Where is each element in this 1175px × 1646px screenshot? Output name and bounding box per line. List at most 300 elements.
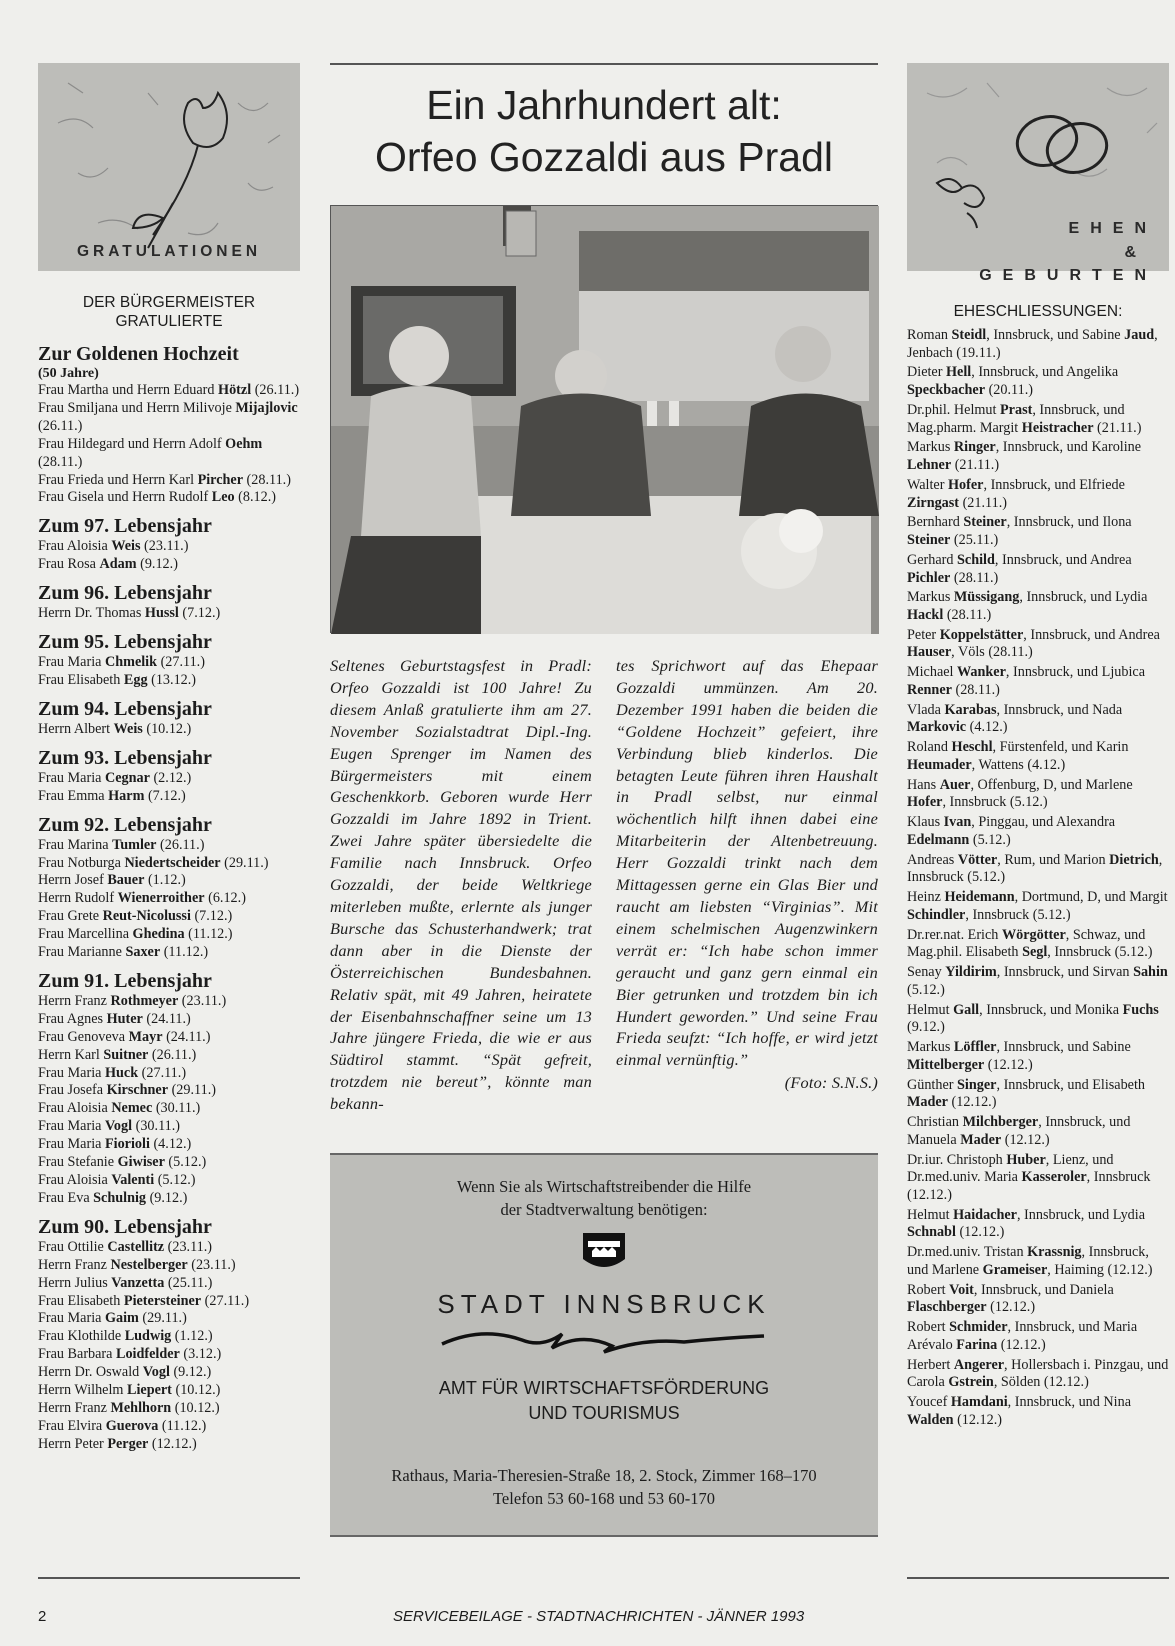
article-column-1: Seltenes Geburtstagsfest in Pradl: Orfeo Gozzaldi ist 100 Jahre! Zu diesem Anlaß gratulierte ihm am 27. November Sozialstadtrat Dipl.-Ing. Eugen Sprenger im Namen des Bürgermeisters mit einem Geschenkkorb. Geboren wurde Herr Gozzaldi im Jahre 1892 in Trient. Zwei Jahre später übersiedelte die Familie nach Innsbruck. Orfeo Gozzaldi, der beide Weltkriege miterleben mußte, erlernte als junger Bursche das Schusterhandwerk; trat dann aber in die Dienste der Österreichischen Bundesbahnen. Relativ spät, mit 49 Jahren, heiratete der Eisenbahnschaffner seine um 13 Jahre jüngere Frieda, die wie er aus Südtirol stammt. “Spät gefreit, trotzdem nie bereut”, könnte man bekann- [330, 656, 592, 1114]
entry-surname: Vogl [104, 1118, 133, 1135]
marriage-text: (21.11.) [959, 494, 1007, 511]
congratulation-entry [38, 1154, 300, 1172]
marriage-surname: Ivan [943, 814, 972, 831]
marriage-text: (4.12.) [966, 719, 1008, 736]
entry-date: (23.11.) [178, 992, 227, 1009]
entry-date: (12.12.) [148, 1435, 197, 1452]
marriage-entry [907, 1152, 1169, 1205]
entry-first-names: Frau Maria [38, 1118, 105, 1135]
entry-surname: Ludwig [124, 1328, 172, 1345]
marriage-surname: Hamdani [950, 1394, 1008, 1411]
entry-surname: Oehm [225, 435, 263, 452]
marriage-text: Walter [907, 476, 949, 493]
marriage-entry [907, 1114, 1169, 1149]
entry-surname: Mehlhorn [110, 1399, 172, 1416]
marriage-text: , Innsbruck, und Sabine [986, 327, 1125, 343]
entry-date: (30.11.) [152, 1100, 201, 1117]
entry-surname: Valenti [111, 1172, 155, 1188]
marriage-text: , Innsbruck (12.12.) [907, 1169, 1151, 1203]
entry-surname: Nestelberger [110, 1256, 188, 1273]
section-title: Zum 95. Lebensjahr [38, 631, 212, 654]
photo-illustration [331, 206, 879, 634]
congratulation-entry [38, 1346, 300, 1364]
congratulation-entry [38, 770, 300, 788]
marriage-text: , Hollersbach i. Pinzgau, und Carola [907, 1356, 1169, 1391]
marriage-surname: Schild [957, 551, 995, 568]
marriage-text: Hans [907, 776, 940, 793]
entry-first-names: Frau Marina [38, 836, 113, 853]
banner-ehen: EHEN [1068, 220, 1157, 237]
congratulation-entry [38, 837, 300, 855]
marriage-text: (12.12.) [953, 1411, 1002, 1428]
entry-first-names: Frau Aloisia [38, 1172, 112, 1188]
marriage-surname: Lehner [907, 457, 952, 474]
marriage-text: , Innsbruck, und Andrea [1023, 626, 1160, 643]
marriage-text: (20.11.) [985, 382, 1033, 399]
mayor-subhead: DER BÜRGERMEISTER GRATULIERTE [82, 294, 256, 330]
entry-date: (9.12.) [169, 1364, 212, 1381]
entry-date: (7.12.) [190, 908, 233, 925]
marriage-entry [907, 927, 1169, 962]
section-title: Zur Goldenen Hochzeit [38, 343, 239, 365]
marriage-surname: Heumader [907, 756, 972, 773]
entry-date: (27.11.) [201, 1292, 250, 1309]
marriage-surname: Jaud [1124, 327, 1155, 343]
marriage-surname: Fuchs [1122, 1001, 1159, 1018]
marriage-text: (28.11.) [951, 681, 1000, 698]
marriage-text: Heinz [907, 889, 945, 906]
entry-surname: Cegnar [104, 769, 150, 786]
entry-date: (27.11.) [157, 654, 205, 671]
ad-office-line-2: UND TOURISMUS [528, 1403, 680, 1424]
entry-first-names: Frau Josefa [38, 1082, 107, 1099]
marriage-text: Youcef [907, 1394, 951, 1411]
entry-first-names: Frau Agnes [38, 1010, 107, 1027]
marriage-text: Vlada [907, 701, 945, 718]
entry-first-names: Frau Elisabeth [38, 671, 124, 688]
marriage-text: , Innsbruck, und Nada [996, 701, 1123, 718]
congratulation-entry [38, 1257, 300, 1275]
marriage-surname: Grameiser [982, 1261, 1048, 1278]
section-title: Zum 90. Lebensjahr [38, 1215, 212, 1238]
marriage-text: , Innsbruck (5.12.) [965, 906, 1071, 923]
entry-date: (28.11.) [243, 471, 291, 488]
entry-surname: Chmelik [104, 654, 158, 671]
marriage-text: Helmut [907, 1001, 954, 1018]
congratulation-entry [38, 1082, 300, 1100]
ad-address [330, 1464, 878, 1510]
congratulation-entry [38, 1418, 300, 1436]
congratulation-entry [38, 993, 300, 1011]
congratulation-entry [38, 908, 300, 926]
entry-date: (4.12.) [149, 1136, 192, 1153]
ad-intro [330, 1155, 878, 1221]
ad-office-line-1: AMT FÜR WIRTSCHAFTSFÖRDERUNG [438, 1378, 770, 1399]
congratulation-entry [38, 926, 300, 944]
river-logo-icon [330, 1320, 878, 1350]
right-column [907, 63, 1169, 1432]
marriage-entry [907, 889, 1169, 924]
entry-surname: Mayr [128, 1028, 163, 1045]
marriage-text: Robert [907, 1281, 950, 1298]
entry-first-names: Herrn Dr. Oswald [38, 1364, 143, 1381]
entry-date: (10.12.) [171, 1382, 221, 1399]
entry-date: (9.12.) [136, 556, 178, 573]
marriage-surname: Karabas [944, 701, 997, 718]
marriage-surname: Steidl [951, 327, 987, 343]
marriage-surname: Mader [907, 1094, 948, 1111]
ad-intro-line-2: der Stadtverwaltung benötigen: [500, 1200, 708, 1220]
marriage-text: Günther [907, 1076, 958, 1093]
entry-first-names: Frau Maria [38, 769, 105, 786]
congratulation-entry [38, 538, 300, 556]
entry-first-names: Herrn Karl [38, 1046, 104, 1063]
marriage-text: , Innsbruck, und Andrea [994, 551, 1132, 568]
entry-surname: Adam [99, 556, 137, 573]
marriage-surname: Heschl [951, 739, 993, 756]
gratulationen-title: GRATULATIONEN [76, 243, 262, 260]
entry-surname: Fiorioli [104, 1136, 150, 1153]
marriage-text: Herbert [907, 1356, 954, 1373]
marriage-surname: Gall [953, 1001, 980, 1018]
marriage-surname: Hauser [907, 644, 952, 661]
section-title: Zum 96. Lebensjahr [38, 582, 212, 605]
entry-date: (10.12.) [142, 720, 192, 737]
marriage-text: (12.12.) [986, 1299, 1036, 1316]
marriage-text: Peter [907, 626, 940, 643]
marriage-surname: Vötter [957, 851, 998, 868]
entry-date: (24.11.) [162, 1028, 211, 1045]
entry-first-names: Herrn Julius [38, 1274, 112, 1291]
entry-first-names: Frau Genoveva [38, 1028, 129, 1045]
congratulation-entry [38, 1275, 300, 1293]
entry-surname: Liepert [127, 1382, 172, 1399]
congratulation-entry [38, 1190, 300, 1208]
entry-date: (10.12.) [171, 1399, 220, 1416]
ad-city-name: STADT INNSBRUCK [437, 1289, 771, 1320]
marriage-entry [907, 1002, 1169, 1037]
entry-first-names: Herrn Rudolf [38, 890, 118, 907]
entry-date: (11.12.) [158, 1417, 207, 1434]
entry-date: (23.11.) [187, 1256, 236, 1273]
marriage-surname: Mittelberger [907, 1056, 985, 1073]
marriage-surname: Steiner [907, 532, 951, 549]
entry-first-names: Frau Frieda und Herrn Karl [38, 471, 198, 488]
congratulation-entry [38, 654, 300, 672]
marriage-entry [907, 739, 1169, 774]
marriage-entry [907, 439, 1169, 474]
entry-first-names: Herrn Peter [38, 1435, 108, 1452]
marriage-entry [907, 702, 1169, 737]
marriage-surname: Singer [957, 1076, 997, 1093]
entry-date: (26.11.) [38, 417, 83, 434]
congratulation-entry [38, 1100, 300, 1118]
marriage-surname: Dietrich [1109, 851, 1159, 868]
marriage-entry [907, 552, 1169, 587]
entry-surname: Ghedina [132, 926, 185, 943]
entry-date: (1.12.) [171, 1328, 213, 1345]
marriages-subhead: EHESCHLIESSUNGEN: [953, 303, 1123, 320]
headline-line-1: Ein Jahrhundert alt: [426, 82, 782, 128]
marriage-text: , Innsbruck, und Karoline [995, 439, 1142, 456]
photo-credit: (Foto: S.N.S.) [784, 1073, 878, 1093]
headline-line-2: Orfeo Gozzaldi aus Pradl [374, 134, 834, 180]
congratulation-entry [38, 1293, 300, 1311]
marriage-text: Helmut [907, 1206, 954, 1223]
marriage-surname: Auer [939, 776, 971, 793]
congratulation-entry [38, 1328, 300, 1346]
marriage-text: Christian [907, 1114, 963, 1131]
marriage-surname: Wanker [957, 664, 1006, 681]
section-title: Zum 93. Lebensjahr [38, 746, 212, 769]
marriage-entry [907, 1394, 1169, 1429]
entry-date: (24.11.) [142, 1010, 191, 1027]
entry-date: (26.11.) [156, 836, 205, 853]
marriage-text: , Haiming (12.12.) [1047, 1261, 1153, 1278]
entry-surname: Tumler [112, 836, 157, 853]
entry-surname: Pietersteiner [123, 1292, 202, 1309]
marriage-text: Dr.iur. Christoph [907, 1151, 1007, 1168]
marriage-surname: Haidacher [953, 1206, 1017, 1223]
entry-date: (5.12.) [154, 1172, 196, 1188]
marriage-surname: Ringer [953, 439, 996, 456]
marriage-surname: Zirngast [907, 494, 960, 511]
marriage-text: (12.12.) [947, 1094, 997, 1111]
marriage-surname: Voit [949, 1281, 974, 1298]
entry-first-names: Herrn Josef [38, 872, 108, 889]
congratulation-entry [38, 1011, 300, 1029]
entry-first-names: Frau Emma [38, 787, 109, 804]
marriage-text: , Innsbruck, und Elisabeth [996, 1076, 1146, 1093]
marriage-surname: Koppelstätter [939, 626, 1024, 643]
entry-first-names: Frau Maria [38, 654, 105, 671]
congratulation-entry [38, 855, 300, 873]
marriage-entry [907, 1319, 1169, 1354]
marriage-text: Michael [907, 664, 958, 681]
entry-surname: Weis [111, 538, 141, 555]
bottom-rule-left [38, 1577, 300, 1579]
congratulation-entry [38, 672, 300, 690]
marriage-text: , Innsbruck, und Angelika [971, 364, 1119, 381]
marriage-entry [907, 514, 1169, 549]
banner-ampersand: & [1124, 244, 1147, 261]
entry-date: (29.11.) [168, 1082, 216, 1099]
entry-first-names: Frau Maria [38, 1136, 105, 1153]
marriage-surname: Walden [907, 1411, 954, 1428]
entry-first-names: Frau Elvira [38, 1417, 106, 1434]
marriage-text: , Innsbruck, und Nina [1007, 1394, 1131, 1411]
entry-surname: Guerova [105, 1417, 159, 1434]
congratulation-entry [38, 1382, 300, 1400]
entry-date: (26.11.) [148, 1046, 197, 1063]
article-headline [330, 79, 878, 183]
entry-surname: Niedertscheider [124, 854, 221, 871]
marriage-text: (5.12.) [907, 981, 945, 998]
marriage-surname: Hofer [907, 794, 943, 811]
marriage-text: (25.11.) [950, 532, 999, 549]
entry-surname: Vogl [142, 1364, 170, 1381]
marriage-entry [907, 402, 1169, 437]
marriage-text: (5.12.) [969, 831, 1011, 848]
congratulation-entry [38, 489, 300, 507]
entry-surname: Perger [107, 1435, 149, 1452]
marriage-surname: Milchberger [962, 1114, 1039, 1131]
marriage-text: , Lienz, und Dr.med.univ. Maria [907, 1151, 1114, 1186]
marriage-surname: Schnabl [907, 1224, 956, 1241]
congratulation-entry [38, 1136, 300, 1154]
entry-first-names: Frau Maria [38, 1310, 105, 1327]
marriage-text: (28.11.) [943, 606, 992, 623]
entry-date: (8.12.) [234, 489, 276, 506]
marriage-entry [907, 814, 1169, 849]
entry-surname: Huck [104, 1064, 139, 1081]
entry-surname: Egg [123, 671, 148, 688]
entry-first-names: Frau Eva [38, 1189, 94, 1206]
marriage-text: Senay [907, 964, 946, 981]
marriage-text: (21.11.) [1093, 419, 1142, 436]
entry-first-names: Herrn Franz [38, 992, 111, 1009]
marriage-text: , Jenbach (19.11.) [907, 327, 1158, 361]
bottom-rule-right [907, 1577, 1169, 1579]
entry-first-names: Frau Grete [38, 908, 103, 925]
entry-first-names: Frau Barbara [38, 1346, 116, 1363]
entry-first-names: Herrn Albert [38, 720, 114, 737]
marriage-surname: Mader [960, 1131, 1002, 1148]
marriage-surname: Kasseroler [1021, 1169, 1087, 1186]
entry-surname: Harm [108, 787, 145, 804]
entry-surname: Hussl [144, 605, 179, 622]
entry-surname: Bauer [107, 872, 145, 889]
congratulation-entry [38, 436, 300, 472]
marriage-surname: Hackl [907, 606, 944, 623]
marriage-entry [907, 1244, 1169, 1279]
ad-intro-line-1: Wenn Sie als Wirtschaftstreibender die Hilfe [456, 1177, 752, 1197]
business-ad [330, 1153, 878, 1537]
entry-surname: Leo [211, 489, 235, 506]
marriage-text: Dr.phil. Helmut [907, 401, 1001, 418]
marriage-text: (12.12.) [984, 1056, 1033, 1073]
congratulation-entry [38, 1047, 300, 1065]
entry-date: (9.12.) [146, 1189, 188, 1206]
entry-first-names: Frau Smiljana und Herrn Milivoje [38, 399, 236, 416]
marriage-text: (28.11.) [950, 569, 999, 586]
entry-date: (7.12.) [178, 605, 221, 622]
entry-date: (3.12.) [179, 1346, 222, 1363]
article-column-2 [616, 655, 878, 1115]
marriage-surname: Heidemann [944, 889, 1015, 906]
congratulation-entry [38, 556, 300, 574]
marriage-surname: Heistracher [1021, 419, 1094, 436]
marriages-list [907, 327, 1169, 1429]
congratulation-entry [38, 400, 300, 436]
entry-first-names: Frau Aloisia [38, 1100, 112, 1117]
marriage-text: , Innsbruck, und Sabine [996, 1039, 1131, 1056]
congratulation-entry [38, 382, 300, 400]
entry-first-names: Frau Notburga [38, 854, 125, 871]
marriage-text: , Innsbruck, und Lydia [1019, 589, 1148, 606]
entry-date: (5.12.) [164, 1154, 207, 1171]
congratulation-entry [38, 890, 300, 908]
marriage-text: (21.11.) [951, 457, 1000, 474]
congratulation-entry [38, 1118, 300, 1136]
entry-date: (7.12.) [144, 787, 186, 804]
marriage-surname: Müssigang [953, 589, 1020, 606]
marriage-surname: Wörgötter [1001, 926, 1066, 943]
marriage-surname: Edelmann [907, 831, 970, 848]
marriage-text: , Innsbruck, und Elfriede [983, 476, 1125, 493]
entry-surname: Kirschner [106, 1082, 169, 1099]
entry-first-names: Frau Maria [38, 1064, 105, 1081]
marriage-surname: Flaschberger [907, 1299, 987, 1316]
marriage-text: Klaus [907, 814, 944, 831]
marriage-surname: Schmider [949, 1319, 1008, 1336]
article-body [330, 655, 878, 1115]
entry-date: (25.11.) [164, 1274, 213, 1291]
marriage-entry [907, 589, 1169, 624]
entry-date: (30.11.) [132, 1118, 181, 1135]
congratulation-entry [38, 1239, 300, 1257]
congratulation-entry [38, 472, 300, 490]
marriage-surname: Sahin [1133, 964, 1168, 981]
center-column [330, 63, 878, 1537]
entry-first-names: Frau Elisabeth [38, 1292, 124, 1309]
entry-surname: Reut-Nicolussi [102, 908, 191, 925]
marriage-text: , Völs (28.11.) [951, 644, 1033, 661]
entry-surname: Weis [113, 720, 143, 737]
entry-date: (6.12.) [204, 890, 246, 907]
entry-date: (13.12.) [147, 671, 197, 688]
marriage-surname: Markovic [907, 719, 967, 736]
marriage-text: Markus [907, 589, 954, 606]
marriage-text: Andreas [907, 851, 958, 868]
entry-surname: Castellitz [107, 1238, 165, 1255]
marriage-entry [907, 627, 1169, 662]
marriage-text: , Dortmund, D, und Margit [1014, 889, 1168, 906]
marriage-surname: Pichler [907, 569, 951, 586]
entry-date: (23.11.) [140, 538, 189, 555]
entry-date: (27.11.) [138, 1064, 187, 1081]
congratulation-entry [38, 788, 300, 806]
marriage-entry [907, 1282, 1169, 1317]
congratulation-entry [38, 1029, 300, 1047]
marriage-text: , Fürstenfeld, und Karin [992, 739, 1129, 756]
entry-surname: Saxer [125, 944, 161, 961]
marriage-entry [907, 1207, 1169, 1242]
marriage-text: , Pinggau, und Alexandra [971, 814, 1116, 831]
marriage-text: , Innsbruck, und Ilona [1006, 514, 1132, 531]
entry-date: (1.12.) [144, 872, 186, 889]
entry-date: (23.11.) [164, 1238, 213, 1255]
ad-address-line-2: Telefon 53 60-168 und 53 60-170 [492, 1489, 716, 1509]
marriage-surname: Schindler [907, 906, 966, 923]
marriage-text: , Innsbruck, und Sirvan [996, 964, 1134, 981]
top-rule [330, 63, 878, 65]
entry-surname: Suitner [103, 1046, 149, 1063]
birthday-photo [330, 205, 878, 633]
congratulation-entry [38, 1400, 300, 1418]
entry-first-names: Frau Martha und Herrn Eduard [38, 382, 219, 398]
entry-date: (2.12.) [149, 769, 192, 786]
marriage-surname: Renner [907, 681, 952, 698]
marriage-surname: Löffler [953, 1039, 997, 1056]
entry-first-names: Herrn Dr. Thomas [38, 605, 145, 622]
wedding-rings-icon [907, 63, 1169, 271]
innsbruck-coat-of-arms-icon [330, 1229, 878, 1277]
banner-geburten: GEBURTEN [979, 267, 1157, 284]
entry-first-names: Frau Aloisia [38, 538, 112, 555]
entry-surname: Nemec [111, 1100, 153, 1117]
marriage-entry [907, 1077, 1169, 1112]
